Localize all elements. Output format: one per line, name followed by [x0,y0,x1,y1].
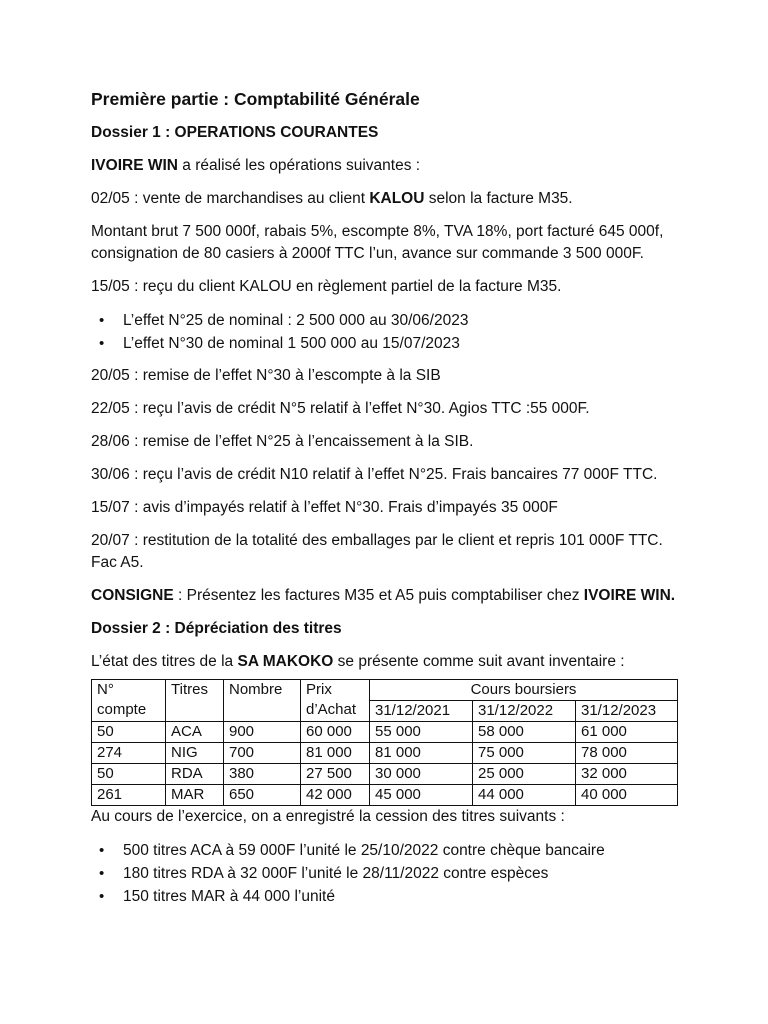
effets-list [91,309,691,355]
operation-1505: 15/05 : reçu du client KALOU en règlement partiel de la facture M35. [91,278,562,295]
page-title: Première partie : Comptabilité Générale [91,89,420,109]
company-name: IVOIRE WIN [91,157,178,174]
company-name: SA MAKOKO [237,653,334,670]
header-nombre: Nombre [224,680,301,722]
document-page [91,88,691,918]
header-cours: Cours boursiers [370,680,678,701]
header-prix: Prix d’Achat [301,680,370,722]
client-name: KALOU [369,190,425,207]
operation-1507: 15/07 : avis d’impayés relatif à l’effet N°30. Frais d’impayés 35 000F [91,499,558,516]
operation-2007: 20/07 : restitution de la totalité des emballages par le client et repris 101 000F TTC. Fac A5. [91,532,663,571]
invoice-amounts: Montant brut 7 500 000f, rabais 5%, escompte 8%, TVA 18%, port facturé 645 000f, consignation de 80 casiers à 2000f TTC l’un, avance sur commande 3 500 000F. [91,223,664,262]
dossier1-intro: IVOIRE WIN a réalisé les opérations suivantes : [91,157,421,174]
cession-intro: Au cours de l’exercice, on a enregistré la cession des titres suivants : [91,808,565,825]
header-titres: Titres [166,680,224,722]
header-date: 31/12/2022 [473,701,576,722]
table-row: 274 NIG 700 81 000 81 000 75 000 78 000 [92,743,678,764]
dossier1-heading: Dossier 1 : OPERATIONS COURANTES [91,124,379,141]
table-row: 261 MAR 650 42 000 45 000 44 000 40 000 [92,785,678,806]
dossier2-intro: L’état des titres de la SA MAKOKO se présente comme suit avant inventaire : [91,653,625,670]
table-row: 50 RDA 380 27 500 30 000 25 000 32 000 [92,764,678,785]
dossier2-heading: Dossier 2 : Dépréciation des titres [91,620,342,637]
operation-0205: 02/05 : vente de marchandises au client KALOU selon la facture M35. [91,190,573,207]
header-date: 31/12/2023 [576,701,678,722]
list-item: • 180 titres RDA à 32 000F l’unité le 28/11/2022 contre espèces [123,862,691,885]
list-item: • L’effet N°25 de nominal : 2 500 000 au 30/06/2023 [123,309,691,332]
header-date: 31/12/2021 [370,701,473,722]
header-compte: N° compte [92,680,166,722]
table-row: 50 ACA 900 60 000 55 000 58 000 61 000 [92,722,678,743]
operation-2806: 28/06 : remise de l’effet N°25 à l’encaissement à la SIB. [91,433,474,450]
operation-2005: 20/05 : remise de l’effet N°30 à l’escompte à la SIB [91,367,441,384]
list-item: • 150 titres MAR à 44 000 l’unité [123,885,691,908]
operation-2205: 22/05 : reçu l’avis de crédit N°5 relatif à l’effet N°30. Agios TTC :55 000F. [91,400,590,417]
titres-table [91,679,678,806]
cessions-list [91,839,691,908]
list-item: • 500 titres ACA à 59 000F l’unité le 25/10/2022 contre chèque bancaire [123,839,691,862]
list-item: • L’effet N°30 de nominal 1 500 000 au 15/07/2023 [123,332,691,355]
operation-3006: 30/06 : reçu l’avis de crédit N10 relatif à l’effet N°25. Frais bancaires 77 000F TTC. [91,466,658,483]
consigne: CONSIGNE : Présentez les factures M35 et A5 puis comptabiliser chez IVOIRE WIN. [91,587,676,604]
